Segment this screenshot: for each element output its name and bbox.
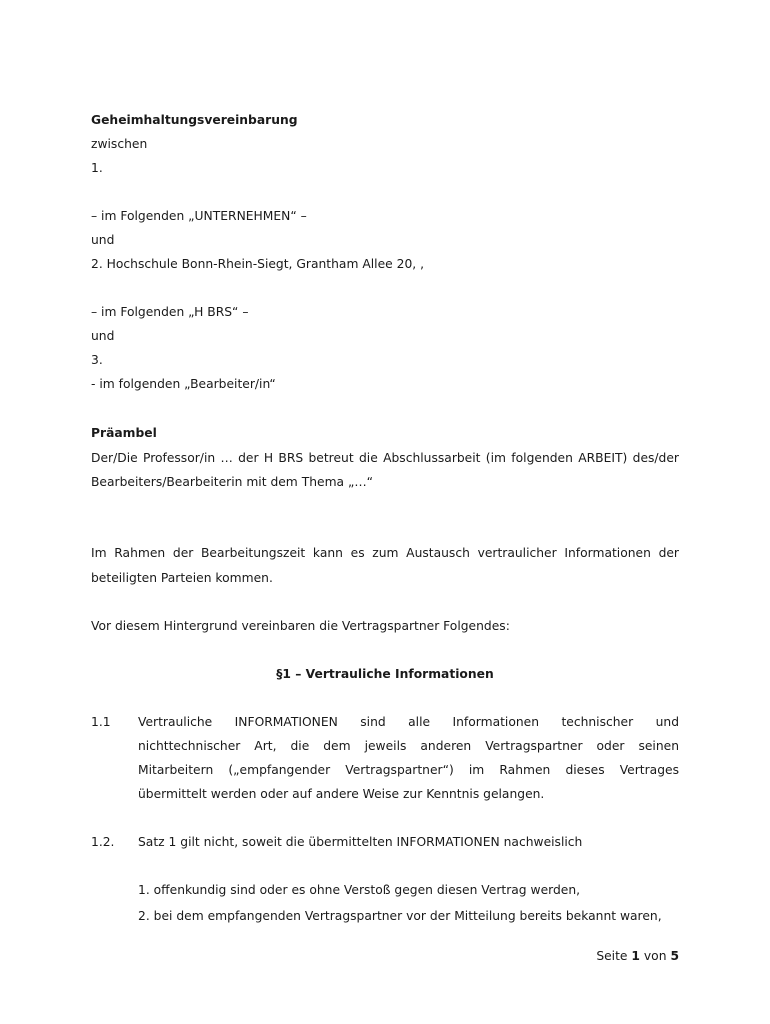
preamble-para2-line-1: Im Rahmen der Bearbeitungszeit kann es zum Austausch vertraulicher Informationen der [91,546,679,560]
preamble-para2-line-2: beteiligten Parteien kommen. [91,571,273,585]
preamble-line-1: Der/Die Professor/in … der H BRS betreut die Abschlussarbeit (im folgenden ARBEIT) des/der [91,451,679,465]
preamble-line-2: Bearbeiters/Bearbeiterin mit dem Thema „…“ [91,475,374,489]
list-item-2: 2. bei dem empfangenden Vertragspartner vor der Mitteilung bereits bekannt waren, [138,909,662,923]
document-title: Geheimhaltungsvereinbarung [91,113,298,127]
list-item-1: 1. offenkundig sind oder es ohne Verstoß gegen diesen Vertrag werden, [138,883,581,897]
page-total: 5 [670,949,679,963]
clause-1-1-line-1: Vertrauliche INFORMATIONEN sind alle Informationen technischer und [138,715,679,729]
of-label: von [643,949,667,963]
page-current: 1 [631,949,640,963]
party-1-alias: – im Folgenden „UNTERNEHMEN“ – [91,209,307,223]
party-2-address: 2. Hochschule Bonn-Rhein-Siegt, Grantham Allee 20, , [91,257,424,271]
party-1-number: 1. [91,161,103,175]
party-3-number: 3. [91,353,103,367]
party-3-alias: - im folgenden „Bearbeiter/in“ [91,377,276,391]
and-text-1: und [91,233,115,247]
and-text-2: und [91,329,115,343]
clause-1-1-line-4: übermittelt werden oder auf andere Weise zur Kenntnis gelangen. [138,787,545,801]
clause-1-1-line-2: nichttechnischer Art, die dem jeweils anderen Vertragspartner oder seinen [138,739,679,753]
section-1-title: §1 – Vertrauliche Informationen [276,667,494,681]
page-footer [596,948,679,964]
preamble-para3: Vor diesem Hintergrund vereinbaren die Vertragspartner Folgendes: [91,619,510,633]
clause-1-1-line-3: Mitarbeitern („empfangender Vertragspartner“) im Rahmen dieses Vertrages [138,763,679,777]
clause-1-2-text: Satz 1 gilt nicht, soweit die übermittelten INFORMATIONEN nachweislich [138,835,583,849]
clause-1-1-number: 1.1 [91,715,111,729]
party-2-alias: – im Folgenden „H BRS“ – [91,305,249,319]
clause-1-2-number: 1.2. [91,835,115,849]
between-text: zwischen [91,137,148,151]
page-label: Seite [596,949,628,963]
preamble-heading: Präambel [91,426,157,440]
